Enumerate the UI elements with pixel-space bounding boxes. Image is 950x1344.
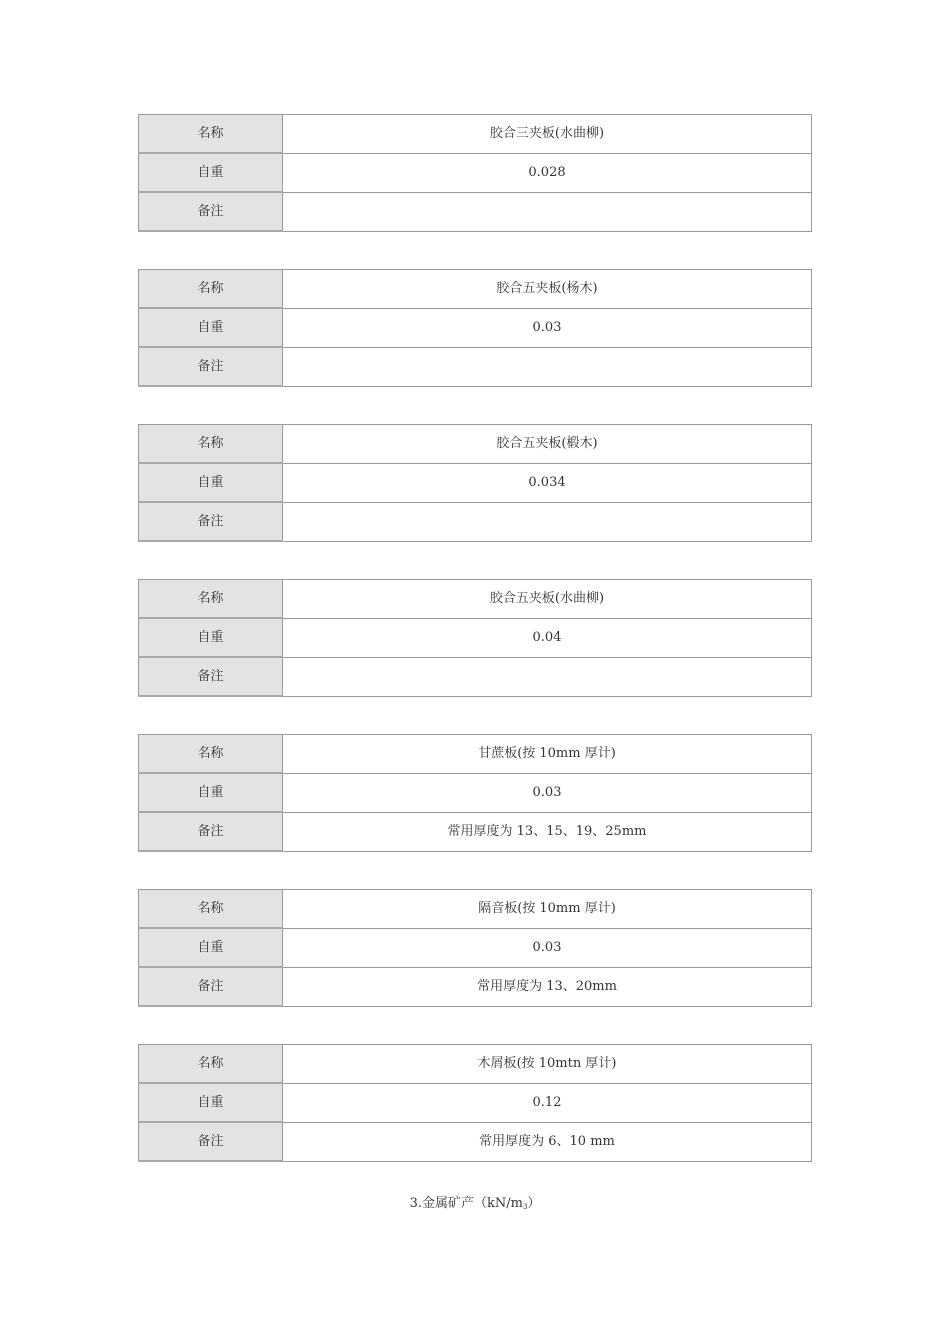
table-row: [139, 1122, 812, 1161]
material-name: 木屑板(按 10mtn 厚计): [283, 1045, 812, 1084]
material-name: 胶合五夹板(杨木): [283, 270, 812, 309]
material-table: [138, 114, 812, 232]
table-row: [139, 812, 812, 851]
table-row: [139, 1045, 812, 1084]
table-row: [139, 890, 812, 929]
section-heading-unit-exponent: 3: [522, 1203, 528, 1211]
note-label: 备注: [139, 1122, 283, 1161]
table-row: [139, 115, 812, 154]
note-label: 备注: [139, 967, 283, 1006]
material-note: [283, 192, 812, 231]
table-row: [139, 502, 812, 541]
name-label: 名称: [139, 270, 283, 309]
note-label: 备注: [139, 502, 283, 541]
table-row: [139, 1083, 812, 1122]
material-table: [138, 424, 812, 542]
table-row: [139, 347, 812, 386]
material-note: [283, 657, 812, 696]
material-weight: 0.034: [283, 463, 812, 502]
note-label: 备注: [139, 192, 283, 231]
section-heading-text: 3.金属矿产（kN/m: [409, 1196, 523, 1211]
section-heading-closing: ）: [527, 1196, 541, 1211]
weight-label: 自重: [139, 618, 283, 657]
material-note: 常用厚度为 6、10 mm: [283, 1122, 812, 1161]
weight-label: 自重: [139, 153, 283, 192]
table-row: [139, 153, 812, 192]
section-heading: [0, 1192, 950, 1211]
material-weight: 0.03: [283, 308, 812, 347]
material-weight: 0.03: [283, 773, 812, 812]
material-table: [138, 579, 812, 697]
material-weight: 0.03: [283, 928, 812, 967]
material-name: 胶合五夹板(水曲柳): [283, 580, 812, 619]
table-row: [139, 580, 812, 619]
name-label: 名称: [139, 735, 283, 774]
material-name: 胶合五夹板(椴木): [283, 425, 812, 464]
name-label: 名称: [139, 580, 283, 619]
material-note: [283, 502, 812, 541]
weight-label: 自重: [139, 308, 283, 347]
table-row: [139, 657, 812, 696]
weight-label: 自重: [139, 928, 283, 967]
table-row: [139, 192, 812, 231]
note-label: 备注: [139, 812, 283, 851]
note-label: 备注: [139, 657, 283, 696]
name-label: 名称: [139, 425, 283, 464]
material-weight: 0.04: [283, 618, 812, 657]
material-weight: 0.028: [283, 153, 812, 192]
material-table: [138, 269, 812, 387]
weight-label: 自重: [139, 1083, 283, 1122]
material-weight: 0.12: [283, 1083, 812, 1122]
weight-label: 自重: [139, 773, 283, 812]
table-row: [139, 270, 812, 309]
name-label: 名称: [139, 890, 283, 929]
table-row: [139, 425, 812, 464]
material-name: 隔音板(按 10mm 厚计): [283, 890, 812, 929]
material-name: 胶合三夹板(水曲柳): [283, 115, 812, 154]
note-label: 备注: [139, 347, 283, 386]
table-row: [139, 928, 812, 967]
table-row: [139, 308, 812, 347]
material-note: [283, 347, 812, 386]
material-note: 常用厚度为 13、15、19、25mm: [283, 812, 812, 851]
material-table: [138, 734, 812, 852]
name-label: 名称: [139, 1045, 283, 1084]
material-weight-tables: [138, 114, 812, 1199]
material-note: 常用厚度为 13、20mm: [283, 967, 812, 1006]
table-row: [139, 773, 812, 812]
table-row: [139, 967, 812, 1006]
weight-label: 自重: [139, 463, 283, 502]
material-table: [138, 889, 812, 1007]
material-table: [138, 1044, 812, 1162]
name-label: 名称: [139, 115, 283, 154]
material-name: 甘蔗板(按 10mm 厚计): [283, 735, 812, 774]
table-row: [139, 618, 812, 657]
table-row: [139, 463, 812, 502]
table-row: [139, 735, 812, 774]
